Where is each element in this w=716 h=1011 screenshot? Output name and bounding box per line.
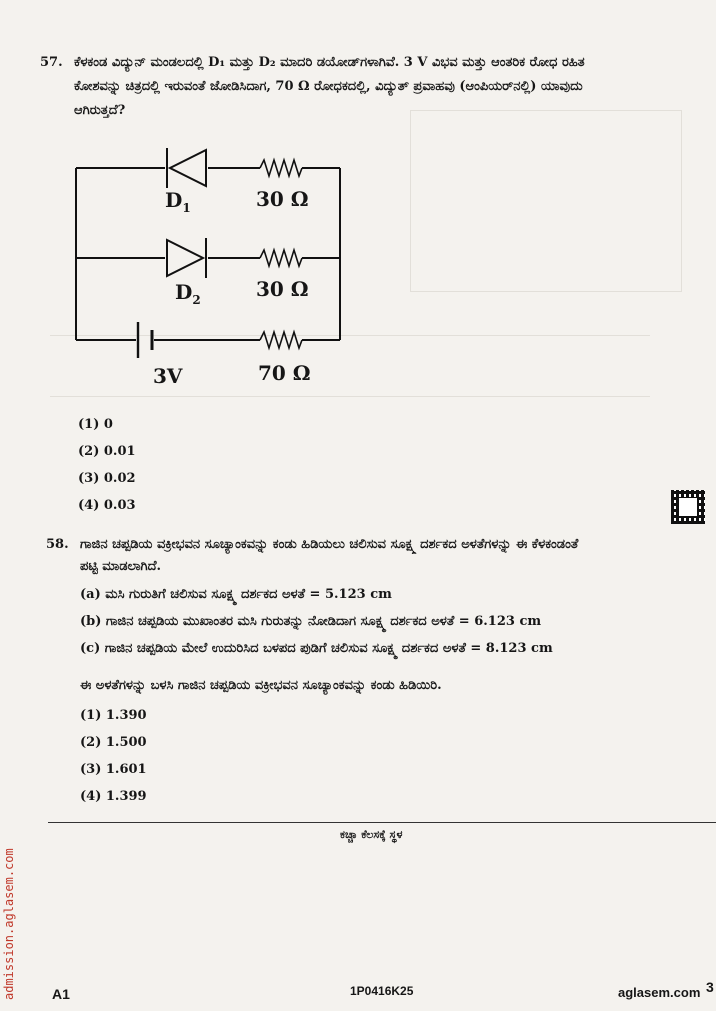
- diode-d1-label: $D_1$: [165, 188, 191, 215]
- question-58-line-1: ಗಾಜಿನ ಚಪ್ಪಡಿಯ ವಕ್ರೀಭವನ ಸೂಚ್ಯಾಂಕವನ್ನು ಕಂಡು ಹಿಡಿಯಲು ಚಲಿಸುವ ಸೂಕ್ಷ್ಮ ದರ್ಶಕದ ಅಳತೆಗಳನ್ನು ಈ ಕೆಳಕಂಡಂತೆ: [80, 537, 579, 552]
- battery-label: 3V: [153, 364, 183, 388]
- rough-work-label: ಕಚ್ಚಾ ಕೆಲಸಕ್ಕೆ ಸ್ಥಳ: [340, 828, 403, 841]
- question-57-line-3: ಆಗಿರುತ್ತದೆ?: [74, 103, 126, 118]
- footer-page-number: 3: [706, 979, 714, 995]
- question-58-item-a: (a) ಮಸಿ ಗುರುತಿಗೆ ಚಲಿಸುವ ಸೂಕ್ಷ್ಮ ದರ್ಶಕದ ಅಳತೆ = 5.123 cm: [80, 587, 392, 602]
- resistor-r1-symbol: [260, 160, 302, 176]
- question-58-option-3: (3) 1.601: [80, 762, 147, 777]
- diode-d1-symbol: [167, 148, 206, 188]
- resistor-r1-label: 30 Ω: [256, 187, 309, 211]
- question-57-number: 57.: [40, 55, 63, 70]
- side-watermark: admission.aglasem.com: [2, 848, 16, 1000]
- rough-work-divider: [48, 822, 716, 823]
- question-58-item-b: (b) ಗಾಜಿನ ಚಪ್ಪಡಿಯ ಮುಖಾಂತರ ಮಸಿ ಗುರುತನ್ನು ನೋಡಿದಾಗ ಸೂಕ್ಷ್ಮ ದರ್ಶಕದ ಅಳತೆ = 6.123 cm: [80, 614, 542, 629]
- bleed-through-diagram: [410, 110, 682, 292]
- question-57-option-1: (1) 0: [78, 417, 113, 432]
- diode-d2-label: $D_2$: [175, 280, 201, 307]
- battery-symbol: [138, 322, 152, 358]
- question-58-option-2: (2) 1.500: [80, 735, 147, 750]
- footer-site: aglasem.com: [618, 985, 701, 1000]
- question-57-line-2: ಕೋಶವನ್ನು ಚಿತ್ರದಲ್ಲಿ ಇರುವಂತೆ ಜೋಡಿಸಿದಾಗ, 70 Ω ರೋಧಕದಲ್ಲಿ, ವಿದ್ಯುತ್ ಪ್ರವಾಹವು (ಆಂಪಿಯರ್‌ನಲ್ಲಿ) ಯಾವುದು: [74, 79, 583, 94]
- question-58-ask: ಈ ಅಳತೆಗಳನ್ನು ಬಳಸಿ ಗಾಜಿನ ಚಪ್ಪಡಿಯ ವಕ್ರೀಭವನ ಸೂಚ್ಯಾಂಕವನ್ನು ಕಂಡು ಹಿಡಿಯಿರಿ.: [80, 678, 442, 693]
- question-58-option-1: (1) 1.390: [80, 708, 147, 723]
- question-57-option-3: (3) 0.02: [78, 471, 136, 486]
- footer-paper-code: 1P0416K25: [350, 984, 414, 998]
- question-58-line-2: ಪಟ್ಟಿ ಮಾಡಲಾಗಿದೆ.: [80, 559, 162, 574]
- resistor-r2-symbol: [260, 250, 302, 266]
- circuit-diagram: [70, 140, 360, 390]
- resistor-r3-label: 70 Ω: [258, 361, 311, 385]
- question-57-option-4: (4) 0.03: [78, 498, 136, 513]
- question-58-number: 58.: [46, 537, 69, 552]
- diode-d2-symbol: [167, 238, 206, 278]
- footer-version-code: A1: [52, 986, 70, 1002]
- question-57-line-1: ಕೆಳಕಂಡ ವಿದ್ಯುನ್ ಮಂಡಲದಲ್ಲಿ D₁ ಮತ್ತು D₂ ಮಾದರಿ ಡಯೋಡ್‌ಗಳಾಗಿವೆ. 3 V ವಿಭವ ಮತ್ತು ಆಂತರಿಕ ರೋಧ ರಹಿತ: [74, 55, 585, 70]
- resistor-r3-symbol: [260, 332, 302, 348]
- question-57-option-2: (2) 0.01: [78, 444, 136, 459]
- question-58-item-c: (c) ಗಾಜಿನ ಚಪ್ಪಡಿಯ ಮೇಲೆ ಉದುರಿಸಿದ ಬಳಪದ ಪುಡಿಗೆ ಚಲಿಸುವ ಸೂಕ್ಷ್ಮ ದರ್ಶಕದ ಅಳತೆ = 8.123 cm: [80, 641, 553, 656]
- qr-code: [671, 490, 705, 524]
- resistor-r2-label: 30 Ω: [256, 277, 309, 301]
- question-58-option-4: (4) 1.399: [80, 789, 147, 804]
